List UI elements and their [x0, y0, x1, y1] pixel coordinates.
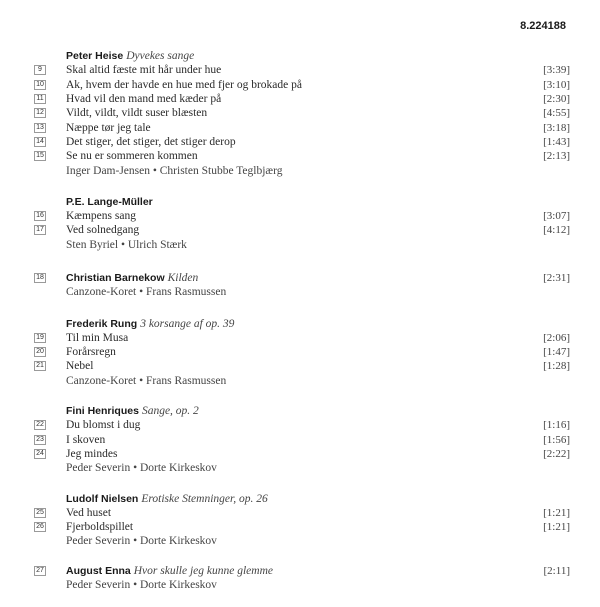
track-row: [34, 359, 570, 373]
track-number: 27: [34, 566, 46, 576]
composer-name: Ludolf Nielsen: [66, 492, 139, 505]
work-heading: [66, 565, 536, 577]
work-title: Erotiske Stemninger, op. 26: [141, 492, 268, 505]
track-row: [34, 149, 570, 163]
track-row: [34, 106, 570, 120]
track-row: [34, 135, 570, 149]
work-title: 3 korsange af op. 39: [140, 317, 235, 330]
track-number: 22: [34, 420, 46, 430]
performers-row: [34, 578, 570, 592]
track-row: [34, 506, 570, 520]
work-header: [34, 271, 570, 285]
track-row: [34, 331, 570, 345]
work-block: [34, 316, 570, 387]
work-header: [34, 404, 570, 418]
work-title: Sange, op. 2: [141, 405, 199, 418]
work-heading: [66, 405, 570, 417]
track-title: Skal altid fæste mit hår under hue: [66, 64, 222, 77]
track-title: Se nu er sommeren kommen: [66, 150, 198, 163]
work-header: [34, 316, 570, 330]
track-number: 26: [34, 522, 46, 532]
track-number: 23: [34, 435, 46, 445]
track-listing: [34, 49, 570, 607]
track-duration: [1:21]: [543, 506, 570, 519]
performers: Inger Dam-Jensen • Christen Stubbe Teglbjærg: [66, 164, 283, 177]
track-title: Det stiger, det stiger, det stiger derop: [66, 135, 236, 148]
track-title: I skoven: [66, 433, 106, 446]
performers-row: [34, 461, 570, 475]
work-heading: [66, 196, 570, 208]
work-title: Kilden: [167, 272, 199, 284]
performers: Sten Byriel • Ulrich Stærk: [66, 238, 187, 251]
track-row: [34, 78, 570, 92]
track-duration: [4:12]: [543, 224, 570, 237]
track-duration: [1:47]: [543, 346, 570, 359]
track-duration: [1:43]: [543, 135, 570, 148]
composer-name: Frederik Rung: [66, 317, 138, 330]
performers: Canzone-Koret • Frans Rasmussen: [66, 286, 227, 299]
track-number: 17: [34, 225, 46, 235]
composer-name: Christian Barnekow: [66, 272, 165, 284]
track-row: [34, 223, 570, 237]
track-title: Nebel: [66, 360, 94, 373]
work-block: [34, 404, 570, 475]
composer-name: Fini Henriques: [66, 405, 139, 418]
track-duration: [2:30]: [543, 93, 570, 106]
track-row: [34, 520, 570, 534]
track-title: Til min Musa: [66, 331, 129, 344]
track-number: 10: [34, 80, 46, 90]
work-title: Dyvekes sange: [126, 50, 195, 63]
performers-row: [34, 285, 570, 299]
track-duration: [2:13]: [543, 150, 570, 163]
track-title: Ak, hvem der havde en hue med fjer og brokade på: [66, 78, 302, 91]
track-number: 14: [34, 137, 46, 147]
track-duration: [1:56]: [543, 433, 570, 446]
track-duration: [1:16]: [543, 419, 570, 432]
work-header: [34, 49, 570, 63]
track-duration: [3:18]: [543, 121, 570, 134]
track-row: [34, 120, 570, 134]
work-header: [34, 195, 570, 209]
work-block: [34, 564, 570, 593]
track-duration: [3:10]: [543, 78, 570, 91]
performers: Peder Severin • Dorte Kirkeskov: [66, 462, 217, 475]
track-title: Ved huset: [66, 506, 112, 519]
catalog-number: 8.224188: [520, 20, 566, 32]
track-duration: [4:55]: [543, 107, 570, 120]
track-number: 18: [34, 273, 46, 283]
track-duration: [2:06]: [543, 331, 570, 344]
track-duration: [3:07]: [543, 210, 570, 223]
performers-row: [34, 534, 570, 548]
track-duration: [3:39]: [543, 64, 570, 77]
track-title: Hvad vil den mand med kæder på: [66, 93, 222, 106]
track-row: [34, 447, 570, 461]
performers: Peder Severin • Dorte Kirkeskov: [66, 579, 217, 592]
work-header: [34, 564, 570, 578]
track-number: 13: [34, 123, 46, 133]
track-duration: [2:11]: [543, 564, 570, 577]
track-duration: [1:21]: [543, 521, 570, 534]
work-block: [34, 49, 570, 178]
work-heading: [66, 272, 536, 284]
performers-row: [34, 374, 570, 388]
track-title: Kæmpens sang: [66, 210, 136, 223]
work-heading: [66, 493, 570, 505]
track-row: [34, 418, 570, 432]
track-row: [34, 63, 570, 77]
track-number: 12: [34, 108, 46, 118]
work-header: [34, 491, 570, 505]
track-duration: [1:28]: [543, 360, 570, 373]
composer-name: Peter Heise: [66, 50, 124, 63]
track-title: Vildt, vildt, vildt suser blæsten: [66, 107, 208, 120]
performers-row: [34, 163, 570, 177]
track-title: Næppe tør jeg tale: [66, 121, 151, 134]
performers: Canzone-Koret • Frans Rasmussen: [66, 374, 227, 387]
track-number: 9: [34, 65, 46, 75]
track-number: 20: [34, 347, 46, 357]
track-title: Forårsregn: [66, 346, 116, 359]
composer-name: P.E. Lange-Müller: [66, 195, 153, 208]
track-number: 24: [34, 449, 46, 459]
track-title: Jeg mindes: [66, 447, 118, 460]
track-row: [34, 92, 570, 106]
track-number: 25: [34, 508, 46, 518]
work-heading: [66, 318, 570, 330]
track-title: Ved solnedgang: [66, 224, 140, 237]
track-duration: [2:22]: [543, 447, 570, 460]
track-number: 19: [34, 333, 46, 343]
track-row: [34, 209, 570, 223]
performers-row: [34, 238, 570, 252]
performers: Peder Severin • Dorte Kirkeskov: [66, 535, 217, 548]
track-title: Du blomst i dug: [66, 419, 141, 432]
work-block: [34, 271, 570, 300]
work-heading: [66, 50, 570, 62]
work-block: [34, 491, 570, 548]
track-number: 15: [34, 151, 46, 161]
work-title: Hvor skulle jeg kunne glemme: [133, 564, 273, 577]
track-number: 21: [34, 361, 46, 371]
track-number: 16: [34, 211, 46, 221]
composer-name: August Enna: [66, 564, 131, 577]
track-row: [34, 345, 570, 359]
track-duration: [2:31]: [543, 272, 570, 284]
track-title: Fjerboldspillet: [66, 521, 134, 534]
track-row: [34, 433, 570, 447]
work-block: [34, 195, 570, 252]
track-number: 11: [34, 94, 46, 104]
